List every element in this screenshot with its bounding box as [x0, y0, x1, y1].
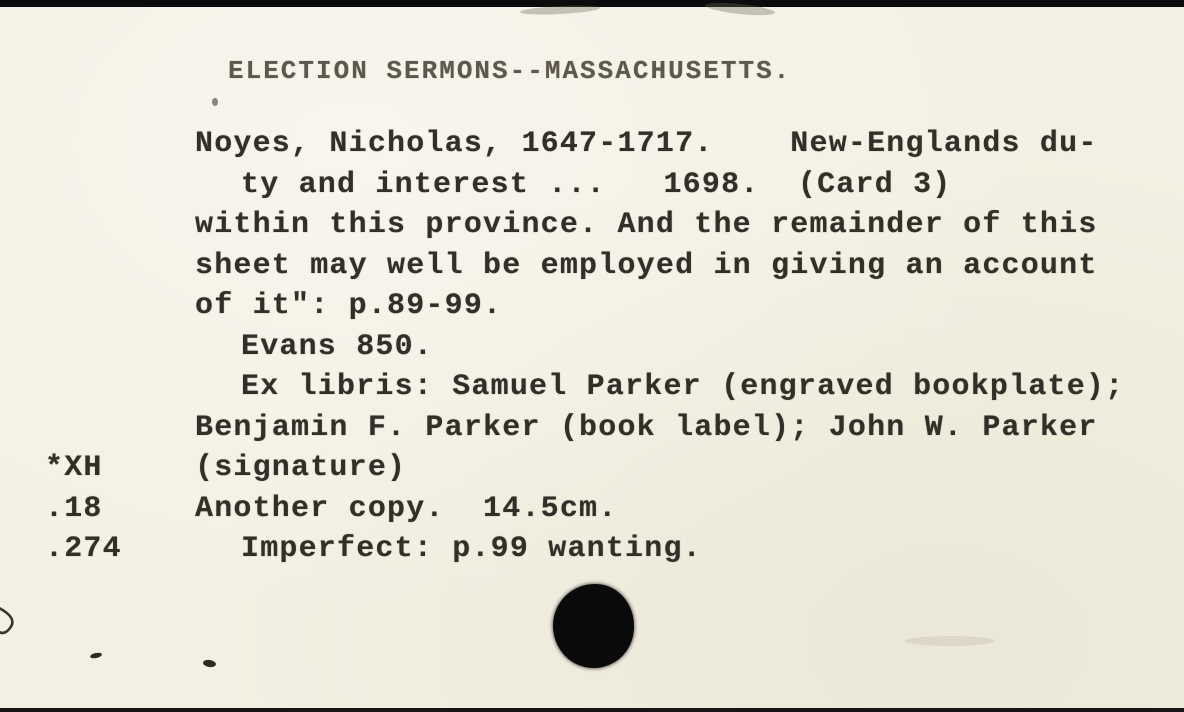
text-line: [45, 246, 1124, 287]
line-text: Evans 850.: [241, 329, 434, 364]
line-text: (signature): [195, 451, 407, 485]
ink-speck: [203, 659, 217, 668]
smudge-mark: [905, 636, 995, 646]
line-text: Ex libris: Samuel Parker (engraved bookplate);: [241, 370, 1125, 404]
line-text: Imperfect: p.99 wanting.: [241, 532, 702, 566]
line-text: Noyes, Nicholas, 1647-1717. New-Englands du-: [195, 127, 1098, 161]
call-number-cell: [45, 246, 195, 287]
text-line: [45, 327, 1124, 368]
line-text: ty and interest ... 1698. (Card 3): [241, 167, 952, 202]
card-body-text: [45, 124, 1124, 570]
call-number-cell: *XH: [45, 451, 103, 485]
text-line: [45, 408, 1124, 449]
text-line: [45, 489, 1124, 530]
line-text: sheet may well be employed in giving an account: [195, 248, 1098, 283]
text-line: [45, 286, 1124, 327]
subject-heading: ELECTION SERMONS--MASSACHUSETTS.: [228, 56, 792, 86]
call-number-cell: [45, 327, 195, 368]
call-number-cell: [45, 124, 195, 165]
text-line: [45, 529, 1124, 570]
text-line: [45, 205, 1124, 246]
text-line: [45, 367, 1124, 408]
pen-mark-icon: [0, 604, 24, 648]
call-number-cell: [45, 205, 195, 246]
line-text: of it": p.89-99.: [195, 289, 503, 323]
hole-punch-dot: [553, 584, 634, 668]
line-text: Another copy. 14.5cm.: [195, 491, 618, 526]
text-line: [45, 124, 1124, 165]
scan-bottom-edge: [0, 708, 1184, 712]
text-line: [45, 448, 1124, 489]
line-text: Benjamin F. Parker (book label); John W. Parker: [195, 410, 1098, 445]
call-number-cell: .274: [45, 532, 122, 566]
ink-speck: [90, 652, 103, 659]
call-number-cell: [45, 286, 195, 327]
text-line: [45, 165, 1124, 206]
call-number-cell: [45, 408, 195, 449]
line-text: within this province. And the remainder of this: [195, 208, 1098, 242]
ink-speck: [212, 98, 218, 106]
call-number-cell: [45, 165, 195, 206]
call-number-cell: [45, 367, 195, 408]
call-number-cell: .18: [45, 491, 103, 526]
